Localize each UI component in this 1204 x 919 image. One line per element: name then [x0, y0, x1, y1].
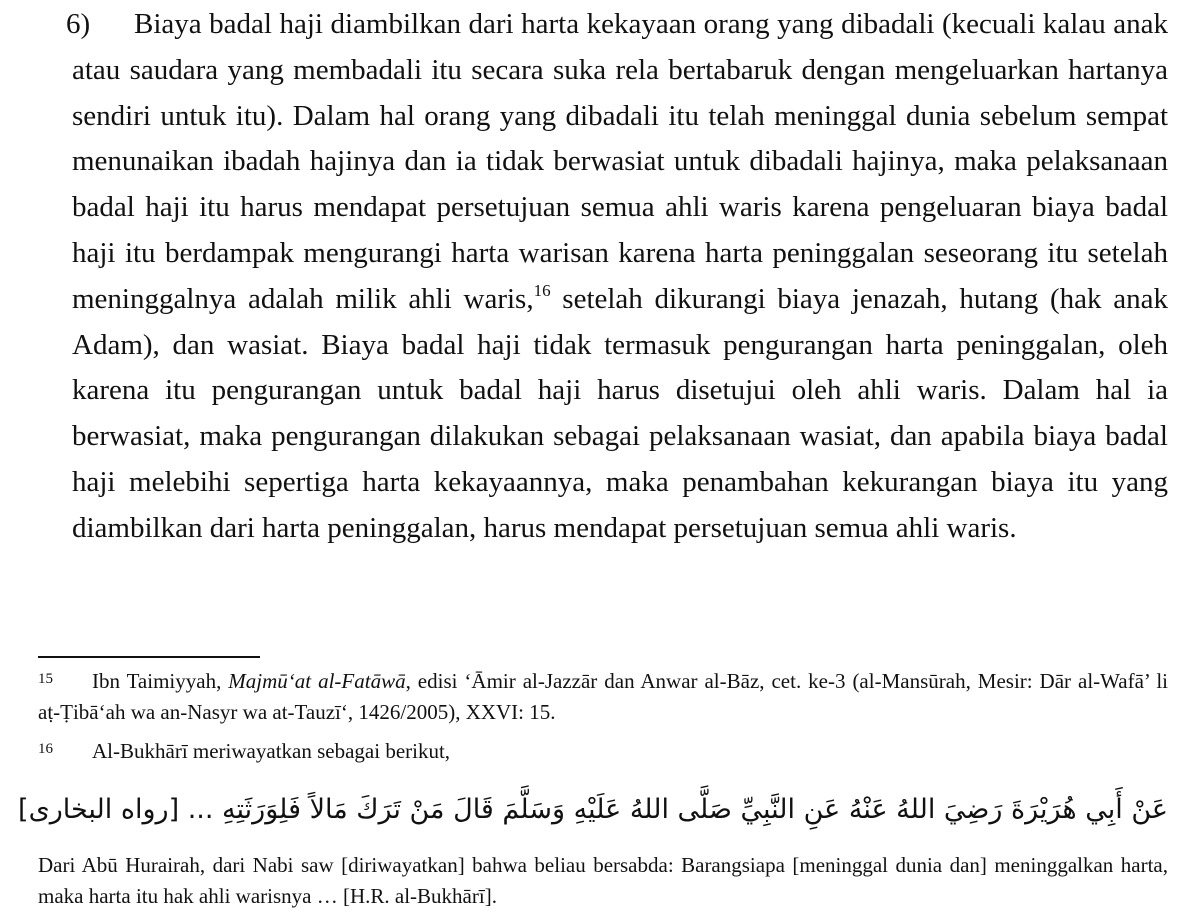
footnotes: [38, 664, 1168, 767]
footnote-reference[interactable]: 16: [533, 280, 551, 300]
footnote-text: Al-Bukhārī meriwayatkan sebagai berikut,: [92, 739, 451, 763]
footnote-mark: 16: [38, 741, 53, 757]
paragraph-text: [38, 2, 1168, 552]
footnote-15: [38, 664, 1168, 728]
book-title: Majmū‘at al-Fatāwā: [228, 669, 406, 693]
footnote-separator: [38, 656, 260, 658]
footnote-16: [38, 734, 1168, 767]
paragraph-text-end: setelah dikurangi biaya jenazah, hutang (hak anak Adam), dan wasiat. Biaya badal haji tidak termasuk pengurangan harta peninggalan, oleh karena itu pengurangan untuk badal haji harus disetujui oleh ahli waris. Dalam hal ia berwasiat, maka pengurangan dilakukan sebagai pelaksanaan wasiat, dan apabila biaya badal haji melebihi sepertiga harta kekayaannya, maka penambahan kekurangan biaya itu yang diambilkan dari harta peninggalan, harus mendapat persetujuan semua ahli waris.: [72, 282, 1168, 544]
footnote-text-start: Ibn Taimiyyah,: [92, 669, 229, 693]
paragraph-text-start: Biaya badal haji diambilkan dari harta kekayaan orang yang dibadali (kecuali kalau anak atau saudara yang membadali itu secara suka rela bertabaruk dengan mengeluarkan hartanya sendiri untuk itu). Dalam hal orang yang dibadali itu telah meninggal dunia sebelum sempat menunaikan ibadah hajinya dan ia tidak berwasiat untuk dibadali hajinya, maka pelaksanaan badal haji itu harus mendapat persetujuan semua ahli waris karena pengeluaran biaya badal haji itu berdampak mengurangi harta warisan karena harta peninggalan seseorang itu setelah meninggalnya adalah milik ahli waris,: [72, 8, 1168, 315]
item-number: 6): [66, 8, 91, 40]
numbered-paragraph: [38, 2, 1168, 552]
hadith-translation: Dari Abū Hurairah, dari Nabi saw [diriwayatkan] bahwa beliau bersabda: Barangsiapa [meninggal dunia dan] meninggalkan harta, maka harta itu hak ahli warisnya … [H.R. al-Bukhārī].: [38, 853, 1168, 908]
arabic-hadith: عَنْ أَبِي هُرَيْرَةَ رَضِيَ اللهُ عَنْهُ عَنِ النَّبِيِّ صَلَّى اللهُ عَلَيْهِ وَسَلَّمَ قَالَ مَنْ تَرَكَ مَالاً فَلِوَرَثَتِهِ ... [رواه البخارى]: [18, 794, 1168, 825]
footnote-mark: 15: [38, 671, 53, 687]
footnote-text-end: , edisi ‘Āmir al-Jazzār dan Anwar al-Bāz, cet. ke-3 (al-Mansūrah, Mesir: Dār al-Wafā’ li aṭ-Ṭibā‘ah wa an-Nasyr wa at-Tauzī‘, 1426/2005), XXVI: 15.: [38, 669, 1168, 724]
